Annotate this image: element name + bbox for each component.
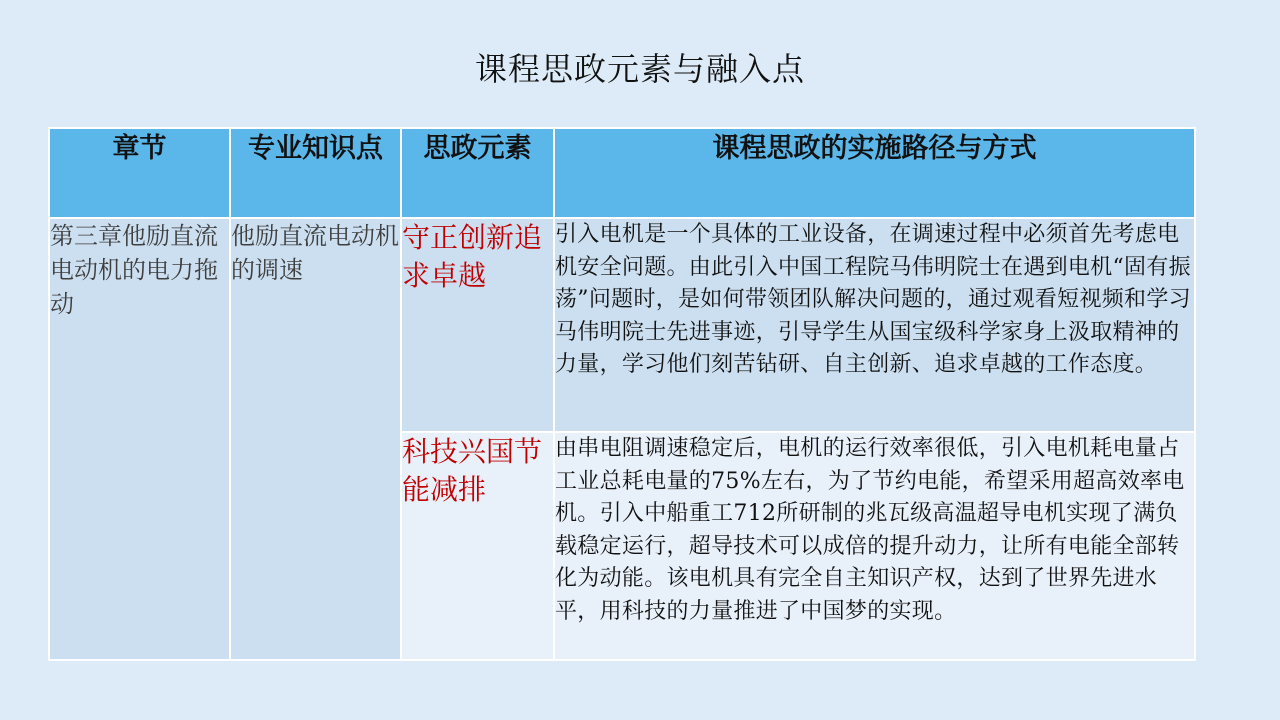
element-cell: 守正创新追求卓越 [401,218,554,432]
content-table [48,127,1196,661]
header-path: 课程思政的实施路径与方式 [554,128,1195,218]
path-cell: 由串电阻调速稳定后，电机的运行效率很低，引入电机耗电量占工业总耗电量的75%左右，为了节约电能，希望采用超高效率电机。引入中船重工712所研制的兆瓦级高温超导电机实现了满负载稳定运行，超导技术可以成倍的提升动力，让所有电能全部转化为动能。该电机具有完全自主知识产权，达到了世界先进水平，用科技的力量推进了中国梦的实现。 [554,432,1195,660]
element-cell: 科技兴国节能减排 [401,432,554,660]
chapter-cell: 第三章他励直流电动机的电力拖动 [49,218,230,660]
header-row [49,128,1195,218]
knowledge-cell: 他励直流电动机的调速 [230,218,401,660]
slide-title: 课程思政元素与融入点 [474,50,805,88]
table-row [49,218,1195,432]
path-cell: 引入电机是一个具体的工业设备，在调速过程中必须首先考虑电机安全问题。由此引入中国工程院马伟明院士在遇到电机“固有振荡”问题时，是如何带领团队解决问题的，通过观看短视频和学习马伟明院士先进事迹，引导学生从国宝级科学家身上汲取精神的力量，学习他们刻苦钻研、自主创新、追求卓越的工作态度。 [554,218,1195,432]
header-knowledge: 专业知识点 [230,128,401,218]
header-chapter: 章节 [49,128,230,218]
header-element: 思政元素 [401,128,554,218]
